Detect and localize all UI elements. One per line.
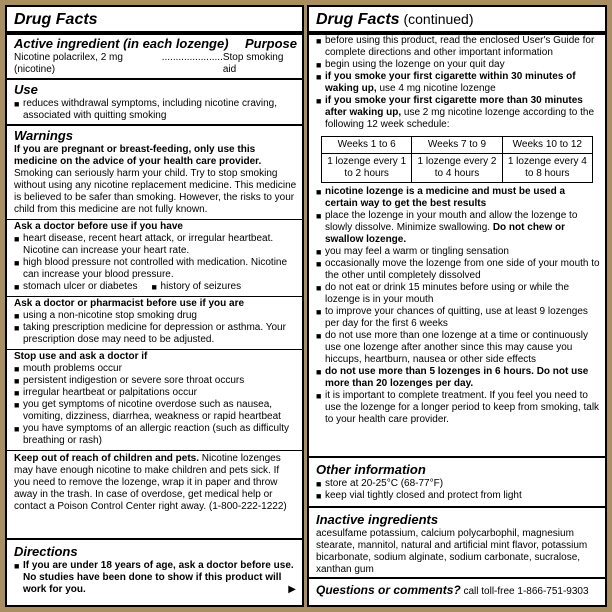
bullet-square-icon: ■ — [316, 283, 322, 293]
bullet-square-icon: ■ — [316, 72, 322, 82]
list-item: ■ stomach ulcer or diabetes — [14, 281, 138, 292]
divider — [7, 296, 302, 297]
list-item — [316, 95, 600, 131]
bullet-square-icon: ■ — [316, 36, 322, 46]
list-item — [316, 282, 600, 306]
list-item-text: keep vial tightly closed and protect from light — [325, 490, 522, 501]
bullet-square-icon: ■ — [14, 388, 20, 398]
divider — [7, 124, 302, 126]
purpose: Stop smoking aid — [222, 52, 284, 75]
list-item — [14, 387, 297, 399]
bullet-square-icon: ■ — [316, 367, 322, 377]
continued-text: (continued) — [399, 11, 474, 27]
bold-text: if you smoke your first cigarette more than 30 minutes after waking up, — [325, 95, 583, 118]
bullet-square-icon: ■ — [316, 479, 322, 489]
directions-list — [14, 560, 297, 596]
table-header: Weeks 7 to 9 — [412, 137, 502, 154]
list-item — [316, 35, 600, 59]
directions-heading: Directions — [14, 544, 78, 559]
list-item-text: heart disease, recent heart attack, or irregular heartbeat. Nicotine can increase your heart rate. — [23, 233, 274, 256]
left-panel — [5, 5, 304, 607]
list-item-text — [325, 282, 600, 306]
ask-doctor-list — [14, 233, 297, 281]
bullet-square-icon: ■ — [14, 364, 20, 374]
bullet-square-icon: ■ — [14, 311, 20, 321]
directions-section — [7, 538, 302, 605]
list-item-text — [325, 258, 600, 282]
list-item-text — [325, 59, 600, 71]
list-item-text: store at 20-25°C (68-77°F) — [325, 478, 444, 489]
list-item — [14, 399, 297, 423]
continue-arrow-icon: ▶ — [288, 584, 296, 595]
pregnancy-warning-bold: If you are pregnant or breast-feeding, only use this medicine on the advice of your health care provider. — [14, 144, 262, 167]
list-item-text: stomach ulcer or diabetes — [23, 281, 138, 292]
list-item — [316, 478, 600, 490]
questions-heading: Questions or comments? — [316, 583, 461, 597]
use-list — [14, 98, 297, 122]
keep-out-of-reach — [14, 453, 297, 513]
list-item — [316, 71, 600, 95]
bullet-square-icon: ■ — [316, 259, 322, 269]
list-item: ■ history of seizures — [151, 281, 242, 292]
list-item — [14, 375, 297, 387]
plain-text: begin using the lozenge on your quit day — [325, 59, 505, 70]
other-information-section — [309, 456, 605, 510]
pregnancy-warning — [14, 144, 297, 216]
list-item — [14, 560, 297, 596]
purpose-heading: Purpose — [244, 36, 297, 51]
plain-text: use 2 mg nicotine lozenge according to the following 12 week schedule: — [325, 107, 595, 130]
active-ingredient-heading: Active ingredient (in each lozenge) — [14, 36, 229, 51]
divider — [7, 349, 302, 350]
ask-doctor-heading: Ask a doctor before use if you have — [14, 221, 183, 232]
ask-doctor-pair — [14, 281, 297, 293]
inactive-ingredients-section — [309, 506, 605, 581]
bold-text: Do not chew or swallow lozenge. — [325, 222, 566, 245]
bullet-square-icon: ■ — [316, 60, 322, 70]
title-text: Drug Facts — [316, 11, 400, 28]
list-item — [14, 98, 297, 122]
bullet-square-icon: ■ — [316, 307, 322, 317]
list-item-text: If you are under 18 years of age, ask a doctor before use. No studies have been done to show if this product will work for you. — [23, 560, 294, 595]
bullet-square-icon: ■ — [316, 187, 322, 197]
table-header: Weeks 1 to 6 — [322, 137, 412, 154]
keep-out-text: Nicotine lozenges may have enough nicotine to make children and pets sick. If you need to remove the lozenge, wrap it in paper and throw away in the trash. In case of overdose, get medical help or contact a Poison Control Center right away. (1-800-222-1222) — [14, 453, 287, 512]
ask-pharmacist-list — [14, 310, 297, 346]
use-heading: Use — [14, 82, 38, 97]
list-item-text — [325, 210, 600, 246]
divider — [7, 219, 302, 220]
list-item-text — [325, 35, 600, 59]
ask-pharmacist-heading: Ask a doctor or pharmacist before use if you are — [14, 298, 245, 309]
warnings-heading: Warnings — [14, 128, 73, 143]
list-item-text: taking prescription medicine for depression or asthma. Your prescription dose may need to be adjusted. — [23, 322, 286, 345]
table-cell: 1 lozenge every 1 to 2 hours — [322, 154, 412, 183]
bullet-square-icon: ■ — [14, 561, 20, 571]
list-item — [14, 423, 297, 447]
questions-phone: call toll-free 1-866-751-9303 — [460, 586, 589, 597]
list-item — [14, 322, 297, 346]
other-information-list — [316, 478, 600, 502]
list-item — [14, 233, 297, 257]
list-item — [316, 59, 600, 71]
usage-list — [316, 186, 600, 426]
drug-facts-label — [5, 5, 607, 607]
list-item-text — [325, 330, 600, 366]
bullet-square-icon: ■ — [14, 323, 20, 333]
list-item — [14, 363, 297, 375]
directions-continued-list — [316, 35, 600, 131]
divider — [7, 78, 302, 80]
bullet-square-icon: ■ — [316, 331, 322, 341]
leader-dots: ...................... — [161, 52, 223, 63]
bullet-square-icon: ■ — [316, 96, 322, 106]
bullet-square-icon: ■ — [14, 234, 20, 244]
bullet-square-icon: ■ — [316, 391, 322, 401]
list-item-text — [325, 390, 600, 426]
inactive-ingredients-text: acesulfame potassium, calcium polycarbophil, magnesium stearate, mannitol, natural and artificial mint flavor, potassium bicarbonate, sodium alginate, sodium carbonate, sucralose, xanthan gum — [316, 528, 588, 575]
stop-use-heading: Stop use and ask a doctor if — [14, 351, 148, 362]
list-item — [14, 310, 297, 322]
right-panel — [307, 5, 607, 607]
plain-text: it is important to complete treatment. If you feel you need to use the lozenge for a longer period to keep from smoking, talk to your health care provider. — [325, 390, 600, 425]
drug-facts-continued-title — [316, 10, 600, 29]
bullet-square-icon: ■ — [316, 491, 322, 501]
plain-text: occasionally move the lozenge from one side of your mouth to the other until completely dissolved — [325, 258, 600, 281]
stop-use-list — [14, 363, 297, 447]
list-item-text — [325, 95, 600, 131]
drug-facts-title: Drug Facts — [14, 11, 98, 28]
bullet-square-icon: ■ — [316, 211, 322, 221]
list-item — [316, 330, 600, 366]
inactive-ingredients-heading: Inactive ingredients — [316, 512, 439, 527]
list-item-text — [325, 366, 600, 390]
questions-section — [309, 577, 605, 605]
other-information-heading: Other information — [316, 462, 426, 477]
list-item — [316, 246, 600, 258]
plain-text: do not eat or drink 15 minutes before using or while the lozenge is in your mouth — [325, 282, 570, 305]
bold-text: do not use more than 5 lozenges in 6 hours. Do not use more than 20 lozenges per day. — [325, 366, 589, 389]
pregnancy-warning-text: Smoking can seriously harm your child. Try to stop smoking without using any nicotine replacement medicine. This medicine is believed to be safer than smoking. However, the risks to your child from this medicine are not fully known. — [14, 168, 297, 215]
list-item-text — [325, 186, 600, 210]
list-item-text — [325, 71, 600, 95]
list-item-text: you get symptoms of nicotine overdose such as nausea, vomiting, dizziness, diarrhea, weakness or rapid heartbeat — [23, 399, 281, 422]
list-item — [316, 258, 600, 282]
list-item-text: high blood pressure not controlled with medication. Nicotine can increase your blood pressure. — [23, 257, 288, 280]
table-header: Weeks 10 to 12 — [502, 137, 592, 154]
plain-text: to improve your chances of quitting, use at least 9 lozenges per day for the first 6 weeks — [325, 306, 588, 329]
list-item — [316, 390, 600, 426]
bullet-square-icon: ■ — [14, 258, 20, 268]
table-cell: 1 lozenge every 4 to 8 hours — [502, 154, 592, 183]
list-item — [316, 210, 600, 246]
list-item — [316, 490, 600, 502]
bold-text: nicotine lozenge is a medicine and must be used a certain way to get the best results — [325, 186, 566, 209]
bold-text: if you smoke your first cigarette within 30 minutes of waking up, — [325, 71, 576, 94]
schedule-table — [321, 136, 593, 183]
list-item-text: reduces withdrawal symptoms, including nicotine craving, associated with quitting smoking — [23, 98, 278, 121]
list-item-text: using a non-nicotine stop smoking drug — [23, 310, 197, 321]
list-item — [316, 186, 600, 210]
list-item-text: irregular heartbeat or palpitations occur — [23, 387, 197, 398]
list-item-text — [325, 306, 600, 330]
list-item — [316, 366, 600, 390]
plain-text: place the lozenge in your mouth and allow the lozenge to slowly dissolve. Minimize swallowing. — [325, 210, 578, 233]
plain-text: use 4 mg nicotine lozenge — [376, 83, 496, 94]
active-ingredient-header — [14, 36, 297, 52]
plain-text: do not use more than one lozenge at a time or continuously use one lozenge after another since this may cause you hiccups, heartburn, nausea or other side effects — [325, 330, 588, 365]
list-item — [316, 306, 600, 330]
active-ingredient-row — [14, 52, 297, 76]
table-header-row — [322, 137, 593, 154]
list-item — [14, 257, 297, 281]
bullet-square-icon: ■ — [14, 376, 20, 386]
active-ingredient: Nicotine polacrilex, 2 mg (nicotine) — [14, 52, 123, 75]
list-item-text — [325, 246, 600, 258]
bullet-square-icon: ■ — [316, 247, 322, 257]
plain-text: before using this product, read the enclosed User's Guide for complete directions and other important information — [325, 35, 595, 58]
divider — [7, 450, 302, 451]
divider — [7, 31, 302, 35]
bullet-square-icon: ■ — [14, 400, 20, 410]
table-row — [322, 154, 593, 183]
keep-out-bold: Keep out of reach of children and pets. — [14, 453, 200, 464]
plain-text: you may feel a warm or tingling sensation — [325, 246, 509, 257]
list-item-text: persistent indigestion or severe sore throat occurs — [23, 375, 245, 386]
list-item-text: you have symptoms of an allergic reaction (such as difficulty breathing or rash) — [23, 423, 290, 446]
bullet-square-icon: ■ — [14, 424, 20, 434]
bullet-square-icon: ■ — [14, 99, 20, 109]
list-item-text: history of seizures — [160, 281, 242, 292]
table-cell: 1 lozenge every 2 to 4 hours — [412, 154, 502, 183]
list-item-text: mouth problems occur — [23, 363, 122, 374]
